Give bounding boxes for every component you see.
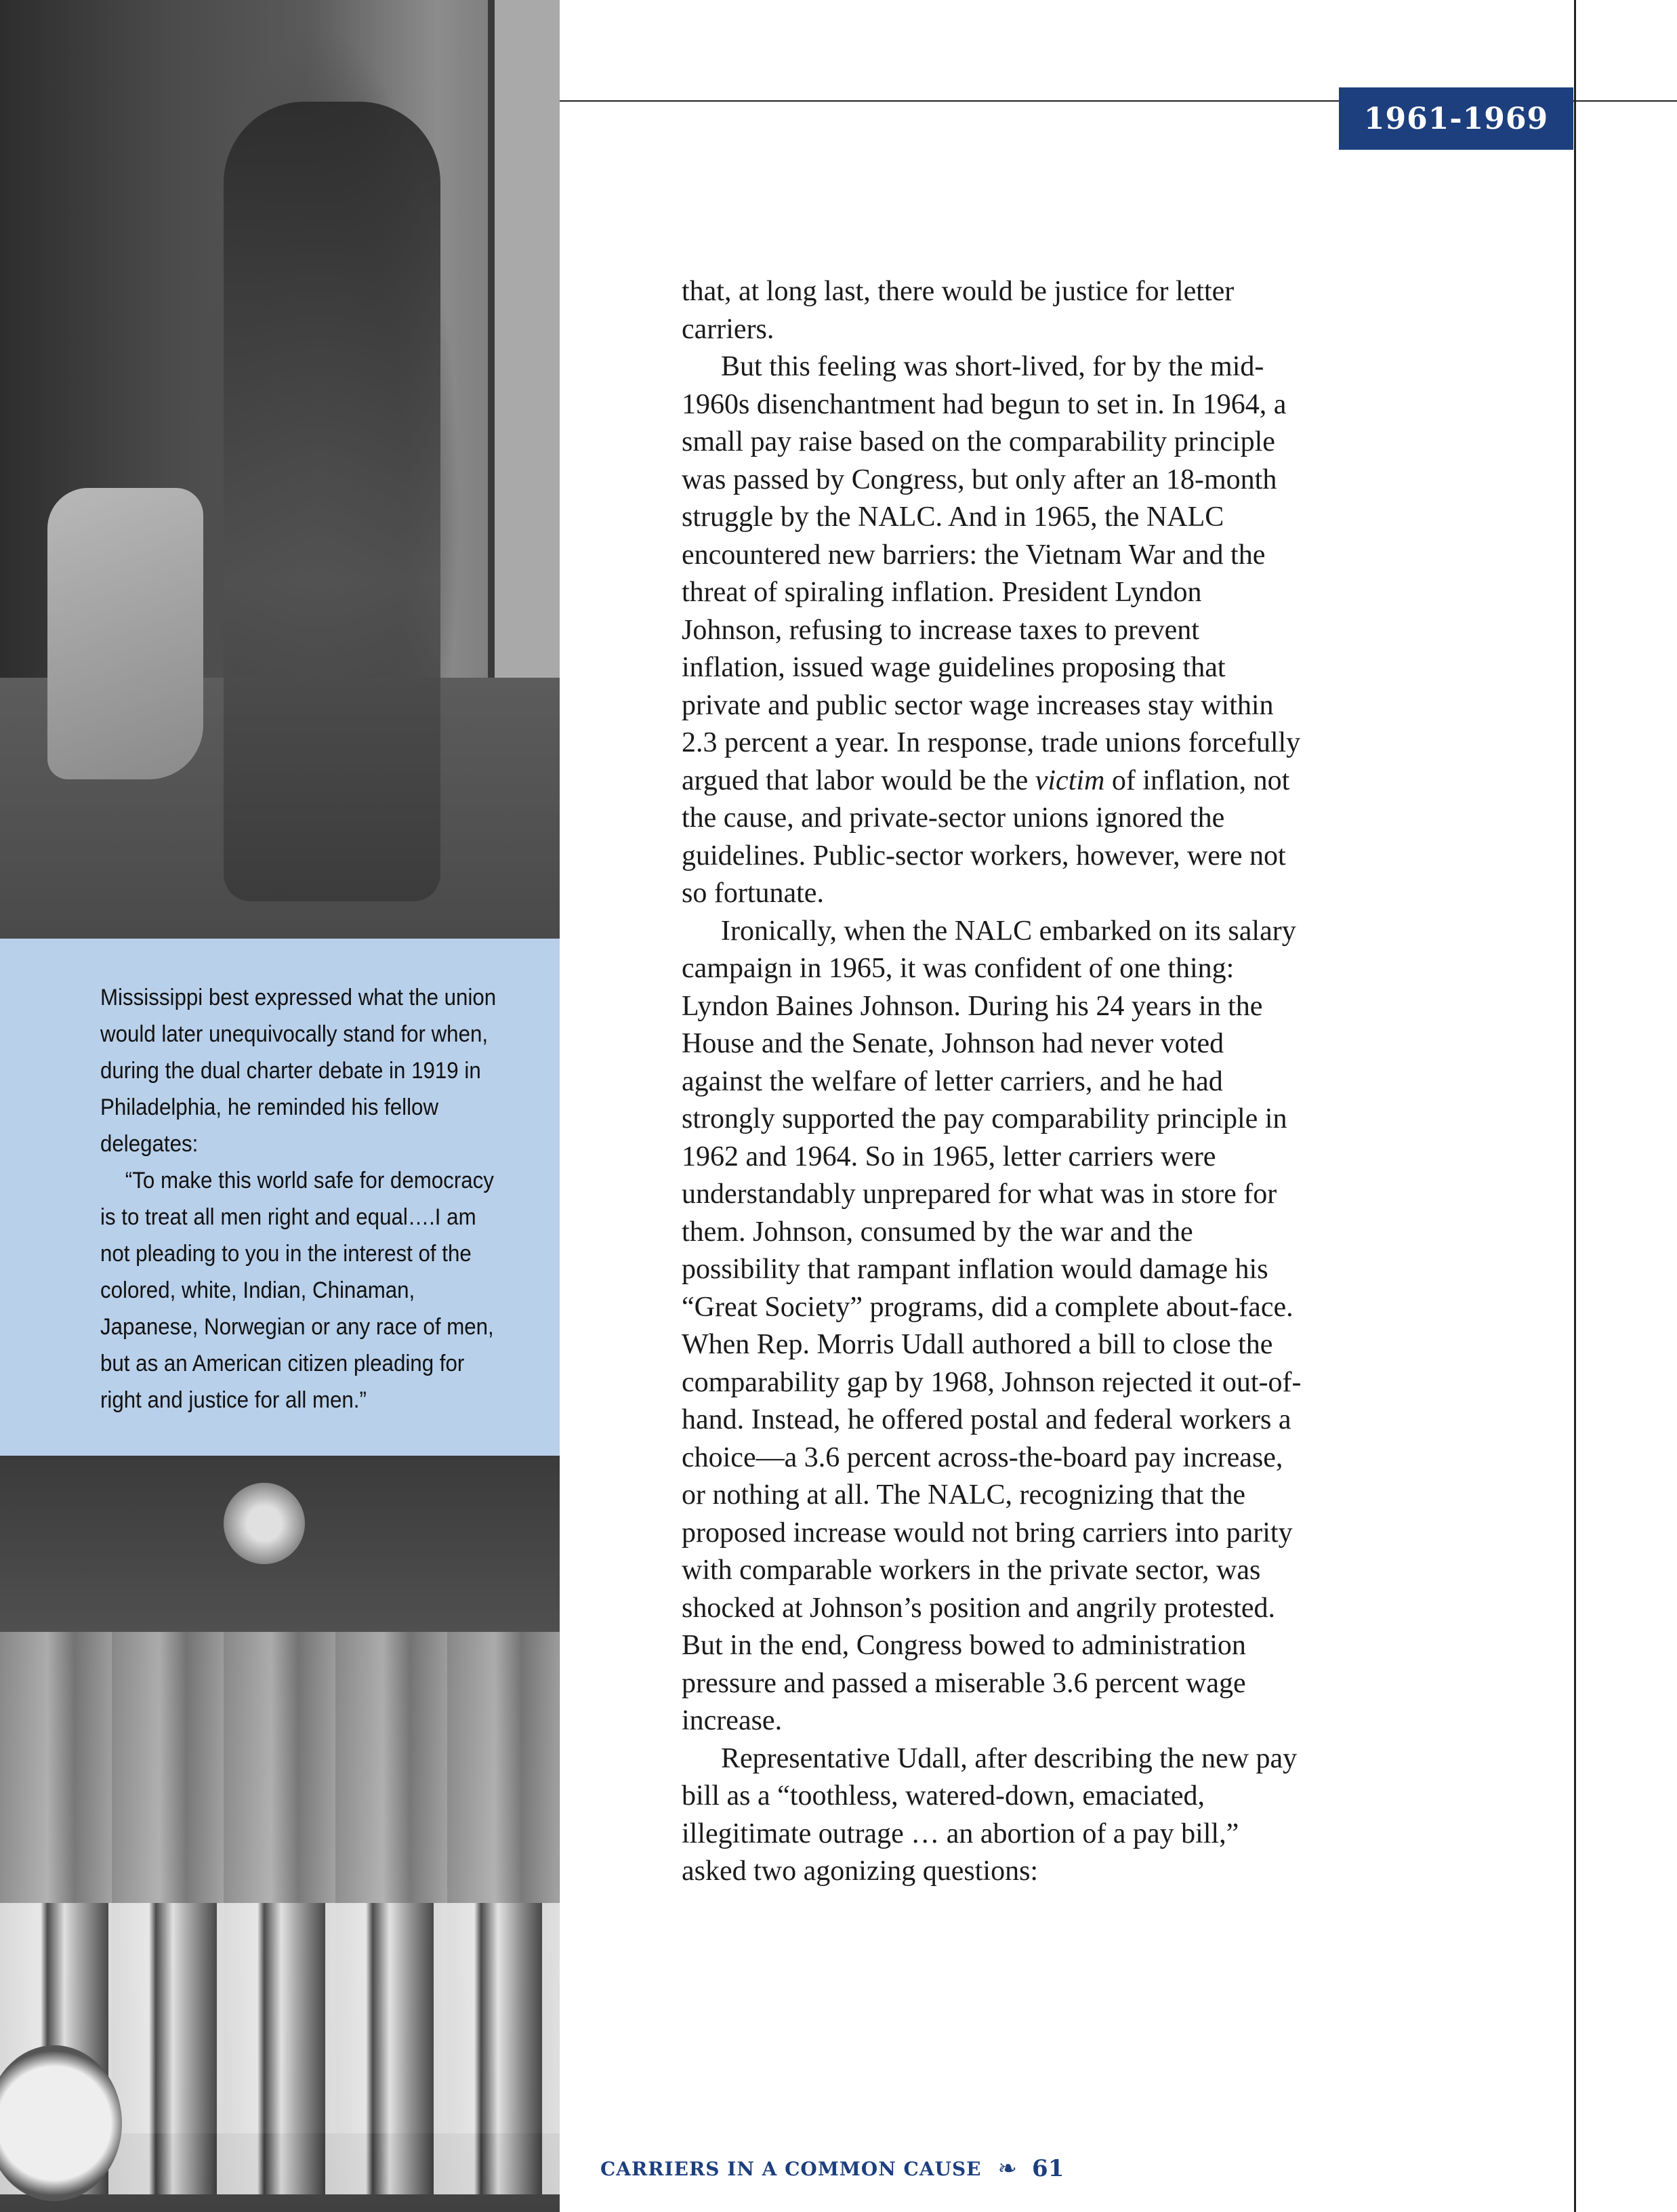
body-paragraph-3: Ironically, when the NALC embarked on its salary campaign in 1965, it was confident of one thing: Lyndon Baines Johnson. During his 24 years in the House and the Senate, Johnson had never voted against the welfare of letter carriers, and he had strongly supported the pay comparability principle in 1962 and 1964. So in 1965, letter carriers were understandably unprepared for what was in store for them. Johnson, consumed by the war and the possibility that rampant inflation would damage his “Great Society” programs, did a complete about-face. When Rep. Morris Udall authored a bill to close the comparability gap by 1968, Johnson rejected it out-of-hand. Instead, he offered postal and federal workers a choice—a 3.6 percent across-the-board pay increase, or nothing at all. The NALC, recognizing that the proposed increase would not bring carriers into parity with comparable workers in the private sector, was shocked at Johnson’s position and angrily protested. But in the end, Congress bowed to administration pressure and passed a miserable 3.6 percent wage increase. [682,915,1302,1736]
photo-sousaphone-bell [224,1483,305,1564]
sidebar-caption-box [0,939,560,1456]
body-paragraph-2-part-b: of inflation, not the cause, and private-sector unions ignored the guidelines. Public-sector workers, however, were not so fortunate. [682,764,1290,909]
body-paragraph-2-part-a: But this feeling was short-lived, for by the mid-1960s disenchantment had begun to set in. In 1964, a small pay raise based on the comparability principle was passed by Congress, but only after an 18-month struggle by the NALC. And in 1965, the NALC encountered new barriers: the Vietnam War and the threat of spiraling inflation. President Lyndon Johnson, refusing to increase taxes to prevent inflation, issued wage guidelines proposing that private and public sector wage increases stay within 2.3 percent a year. In response, trade unions forcefully argued that labor would be the [682,351,1301,796]
photo-carrier-figure [224,102,440,901]
footer-ornament-icon: ❧ [997,2155,1018,2182]
footer-book-title: CARRIERS IN A COMMON CAUSE [600,2157,982,2180]
sidebar-caption-quote: “To make this world safe for democracy is to treat all men right and equal….I am not pleading to you in the interest of the colored, white, Indian, Chinaman, Japanese, Norwegian or any race of men, but as an American citizen pleading for right and justice for all men.” [100,1168,494,1413]
page-number: 61 [1032,2155,1064,2182]
photo-band [0,1456,560,2212]
page-footer [600,2152,1210,2186]
body-text-column [682,273,1305,1891]
body-paragraph-1: that, at long last, there would be justice for letter carriers. [682,276,1235,345]
body-emphasis-victim: victim [1035,764,1105,796]
sidebar-caption-paragraph: Mississippi best expressed what the union would later unequivocally stand for when, during the dual charter debate in 1919 in Philadelphia, he reminded his fellow delegates: [100,985,497,1157]
margin-rule [1574,0,1576,2212]
photo-mail-bag [47,488,203,779]
photo-letter-carrier [0,0,560,939]
body-paragraph-2 [682,348,1305,913]
body-paragraph-4: Representative Udall, after describing the new pay bill as a “toothless, watered-down, emaciated, illegitimate outrage … an abortion of a pay bill,” asked two agonizing questions: [682,1742,1298,1887]
date-range-badge: 1961-1969 [1339,87,1573,150]
